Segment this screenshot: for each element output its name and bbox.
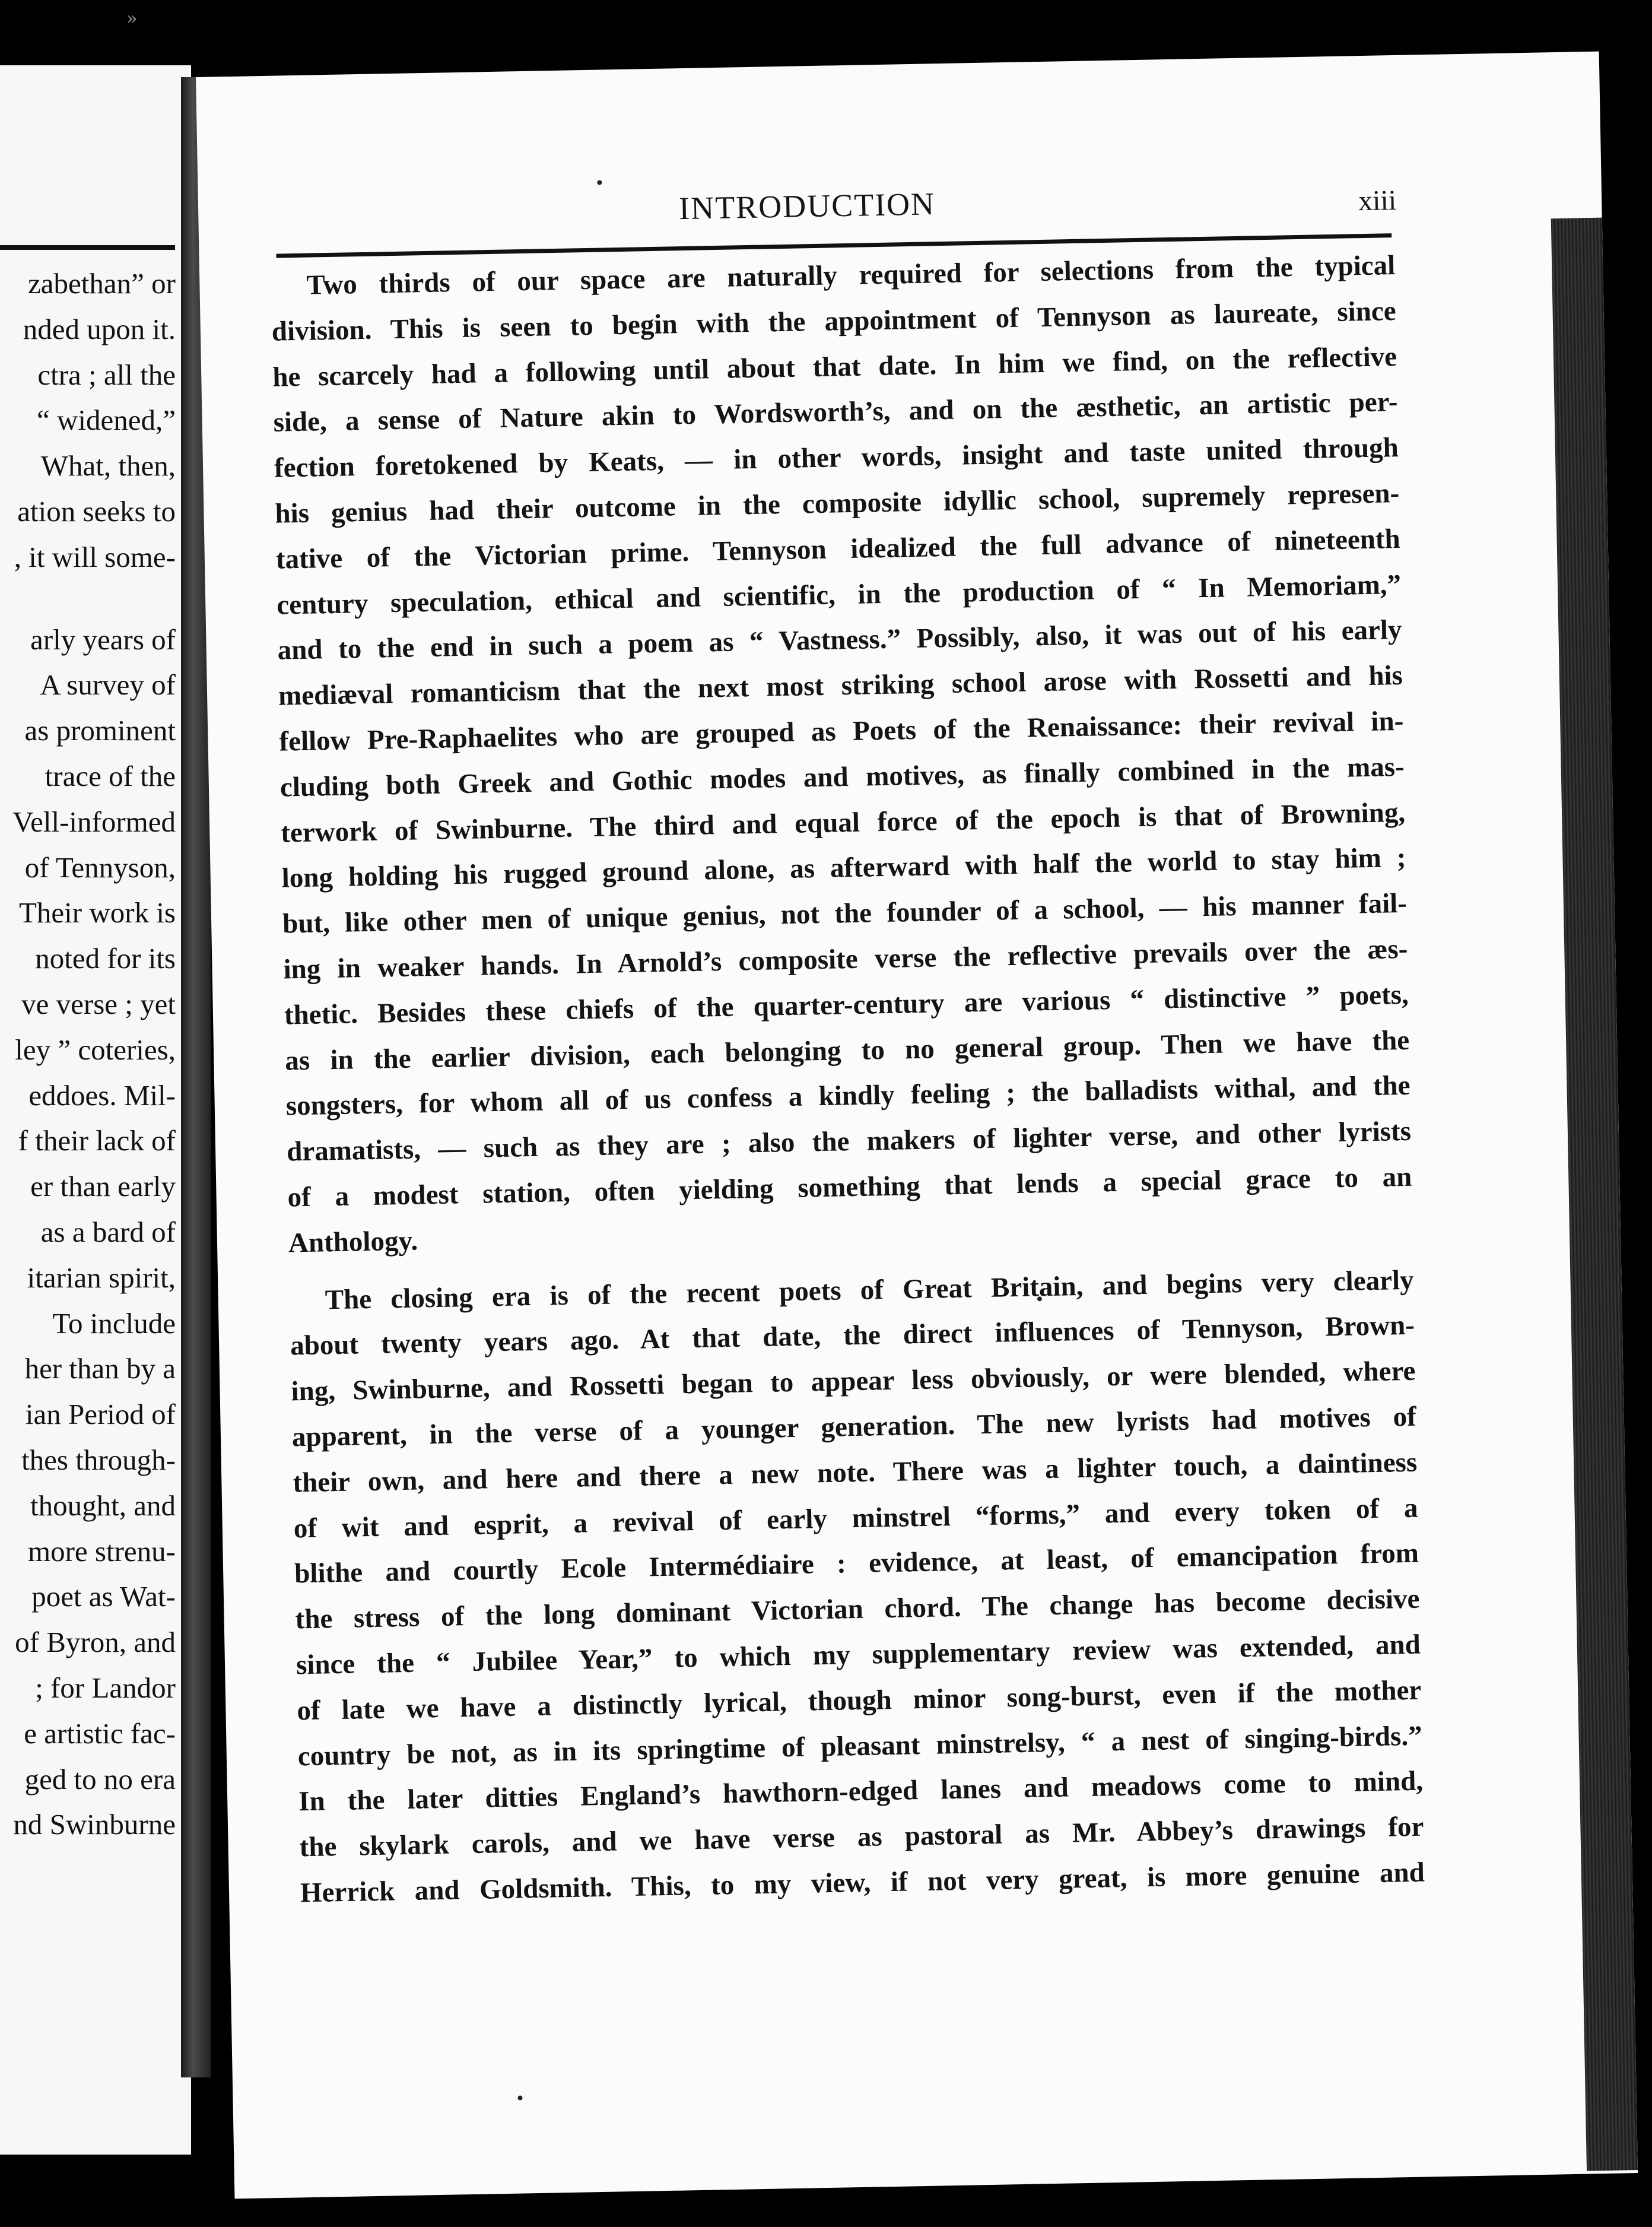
- right-page: [196, 52, 1638, 2199]
- text-line: division. This is seen to begin with the appointment of Tennyson as laureate, since: [271, 295, 1397, 347]
- text-line: and to the end in such a poem as “ Vastness.” Possibly, also, it was out of his early: [277, 614, 1402, 667]
- text-line: ing in weaker hands. In Arnold’s composite verse the reflective prevails over the æs-: [283, 933, 1408, 985]
- left-page-line: itarian spirit,: [27, 1261, 176, 1294]
- left-page-line: trace of the: [45, 759, 176, 792]
- left-page-line: of Byron, and: [15, 1626, 176, 1659]
- left-page-line: What, then,: [40, 449, 176, 483]
- text-line: apparent, in the verse of a younger generation. The new lyrists had motives of: [291, 1401, 1417, 1453]
- text-line: cluding both Greek and Gothic modes and motives, as finally combined in the mas-: [279, 751, 1405, 803]
- left-page-line: arly years of: [30, 623, 176, 656]
- left-page-line: Their work is: [19, 896, 176, 929]
- text-line: songsters, for whom all of us confess a kindly feeling ; the balladists withal, and the: [285, 1070, 1410, 1122]
- left-page-line: her than by a: [24, 1352, 176, 1385]
- left-page-paragraph-gap: [0, 580, 176, 617]
- left-page-line: ; for Landor: [35, 1671, 176, 1704]
- text-line: dramatists, — such as they are ; also the makers of lighter verse, and other lyrists: [286, 1115, 1412, 1168]
- text-line: Two thirds of our space are naturally required for selections from the typical: [306, 250, 1396, 301]
- left-page-line: more strenu-: [28, 1534, 176, 1568]
- text-line: their own, and here and there a new note. There was a lighter touch, a daintiness: [292, 1446, 1418, 1499]
- text-line: ing, Swinburne, and Rossetti began to appear less obviously, or were blended, where: [291, 1355, 1416, 1407]
- left-page-line: er than early: [30, 1170, 176, 1203]
- text-line: of wit and esprit, a revival of early minstrel “forms,” and every token of a: [293, 1492, 1418, 1544]
- text-line: country be not, as in its springtime of pleasant minstrelsy, “ a nest of singing-birds.”: [297, 1720, 1423, 1772]
- left-page-line: ged to no era: [24, 1762, 176, 1795]
- running-title: INTRODUCTION: [678, 186, 936, 227]
- text-line: but, like other men of unique genius, not the founder of a school, — his manner fail-: [282, 887, 1408, 940]
- text-line: of late we have a distinctly lyrical, though minor song-burst, even if the mother: [296, 1674, 1422, 1727]
- page-number: xiii: [1358, 184, 1397, 217]
- text-line: he scarcely had a following until about that date. In him we find, on the reflective: [272, 341, 1397, 393]
- left-page-line: as a bard of: [40, 1215, 176, 1248]
- left-page-line: thes through-: [21, 1443, 176, 1476]
- text-line: his genius had their outcome in the composite idyllic school, supremely represen-: [275, 477, 1400, 529]
- paragraph: [289, 1257, 1425, 1916]
- left-page-head-rule: [0, 245, 175, 250]
- text-line: the skylark carols, and we have verse as pastoral as Mr. Abbey’s drawings for: [299, 1811, 1424, 1863]
- left-page-line: ctra ; all the: [37, 358, 176, 391]
- text-line: since the “ Jubilee Year,” to which my supplementary review was extended, and: [296, 1629, 1421, 1681]
- left-page-line: f their lack of: [18, 1124, 176, 1157]
- left-page-line: nd Swinburne: [13, 1808, 176, 1841]
- left-page-line: thought, and: [30, 1489, 176, 1522]
- text-line: The closing era is of the recent poets of Great Britain, and begins very clearly: [325, 1264, 1414, 1315]
- left-page-line: , it will some-: [14, 540, 176, 573]
- text-line: fection foretokened by Keats, — in other words, insight and taste united through: [274, 432, 1399, 484]
- text-line: side, a sense of Nature akin to Wordsworth’s, and on the æsthetic, an artistic per-: [273, 386, 1398, 439]
- text-line: of a modest station, often yielding something that lends a special grace to an: [287, 1161, 1412, 1213]
- text-line: the stress of the long dominant Victorian chord. The change has become decisive: [295, 1583, 1420, 1635]
- text-line: tative of the Victorian prime. Tennyson idealized the full advance of nineteenth: [275, 523, 1401, 575]
- page-edge-shadow: [1551, 218, 1638, 2171]
- left-page-text-lines: [0, 261, 176, 1848]
- text-line: In the later ditties England’s hawthorn-edged lanes and meadows come to mind,: [298, 1765, 1424, 1817]
- left-page-line: as prominent: [24, 714, 176, 747]
- left-page-line: To include: [52, 1306, 176, 1340]
- left-page-line: zabethan” or: [28, 267, 176, 300]
- text-line: about twenty years ago. At that date, the direct influences of Tennyson, Brown-: [290, 1310, 1415, 1362]
- left-page-line: e artistic fac-: [24, 1717, 176, 1750]
- left-page-line: ian Period of: [25, 1398, 176, 1431]
- body-text: [271, 243, 1425, 1916]
- text-line: Anthology.: [288, 1225, 418, 1259]
- text-line: mediæval romanticism that the next most striking school arose with Rossetti and his: [278, 660, 1403, 712]
- text-line: terwork of Swinburne. The third and equal force of the epoch is that of Browning,: [280, 797, 1406, 849]
- left-page-line: eddoes. Mil-: [28, 1078, 176, 1112]
- left-page-line: “ widened,”: [37, 404, 176, 437]
- text-line: blithe and courtly Ecole Intermédiaire : evidence, at least, of emancipation from: [294, 1537, 1419, 1590]
- text-line: century speculation, ethical and scientific, in the production of “ In Memoriam,”: [276, 569, 1402, 621]
- left-page-line: Vell-informed: [12, 805, 176, 838]
- left-facing-page: [0, 65, 191, 2155]
- left-page-line: of Tennyson,: [24, 851, 176, 884]
- left-page-line: A survey of: [40, 668, 176, 702]
- left-page-line: ve verse ; yet: [21, 987, 176, 1020]
- text-line: as in the earlier division, each belonging to no general group. Then we have the: [284, 1024, 1410, 1077]
- left-page-line: noted for its: [35, 942, 176, 975]
- left-page-line: ation seeks to: [17, 494, 176, 528]
- stray-dot: [517, 2095, 522, 2100]
- paragraph: [271, 243, 1413, 1266]
- text-line: Herrick and Goldsmith. This, to my view, if not very great, is more genuine and: [300, 1857, 1425, 1909]
- running-head: [198, 174, 1543, 252]
- left-page-line: poet as Wat-: [31, 1580, 176, 1613]
- stray-dot: [597, 180, 602, 185]
- left-page-line: ley ” coteries,: [15, 1033, 176, 1066]
- text-line: long holding his rugged ground alone, as afterward with half the world to stay him ;: [281, 842, 1406, 894]
- left-page-line: nded upon it.: [23, 312, 176, 345]
- text-line: thetic. Besides these chiefs of the quarter-century are various “ distinctive ” poets,: [284, 979, 1409, 1031]
- corner-mark: »: [126, 8, 138, 29]
- text-line: fellow Pre-Raphaelites who are grouped as Poets of the Renaissance: their revival in-: [279, 705, 1404, 757]
